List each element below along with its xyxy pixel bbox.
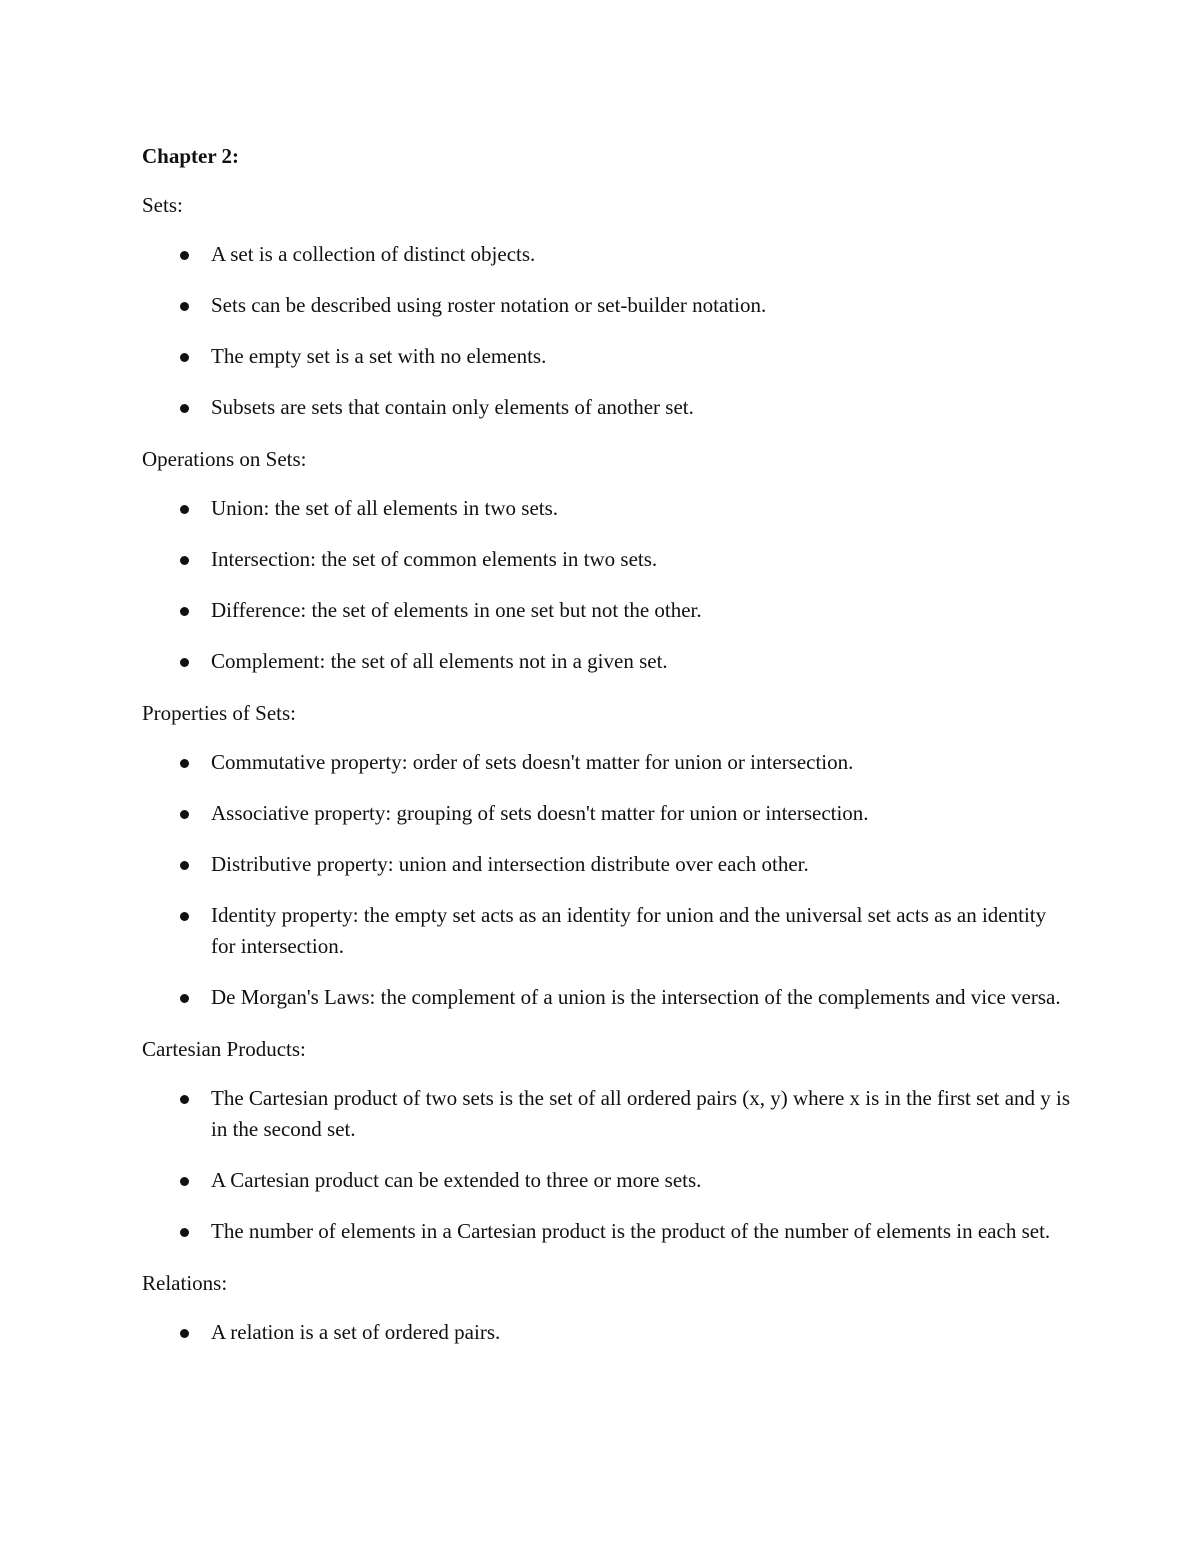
- list-item: [142, 1165, 1072, 1196]
- bullet-icon: [180, 251, 189, 260]
- list-item: [142, 646, 1072, 677]
- list-item-text: Identity property: the empty set acts as an identity for union and the universal set acts as an identity for intersection.: [211, 903, 1047, 958]
- list-item: [142, 1317, 1072, 1348]
- list-item-text: A relation is a set of ordered pairs.: [211, 1320, 501, 1344]
- list-item: [142, 747, 1072, 778]
- list-item: [142, 798, 1072, 829]
- bullet-icon: [180, 912, 189, 921]
- list-item-text: Union: the set of all elements in two sets.: [211, 496, 559, 520]
- list-item-text: A set is a collection of distinct objects.: [211, 242, 536, 266]
- section-heading: Operations on Sets:: [142, 447, 307, 471]
- list-item-text: Difference: the set of elements in one set but not the other.: [211, 598, 702, 622]
- document-page: [142, 140, 1072, 1368]
- bullet-list: [142, 239, 1072, 423]
- list-item: [142, 595, 1072, 626]
- section-heading: Cartesian Products:: [142, 1037, 306, 1061]
- bullet-icon: [180, 994, 189, 1003]
- bullet-icon: [180, 658, 189, 667]
- list-item-text: Complement: the set of all elements not in a given set.: [211, 649, 668, 673]
- section-sets: [142, 189, 1072, 423]
- list-item: [142, 341, 1072, 372]
- list-item: [142, 392, 1072, 423]
- bullet-icon: [180, 759, 189, 768]
- chapter-title: Chapter 2:: [142, 144, 240, 168]
- list-item: [142, 982, 1072, 1013]
- list-item: [142, 493, 1072, 524]
- bullet-icon: [180, 1228, 189, 1237]
- bullet-list: [142, 493, 1072, 677]
- list-item: [142, 544, 1072, 575]
- list-item-text: Commutative property: order of sets doesn't matter for union or intersection.: [211, 750, 854, 774]
- list-item-text: Sets can be described using roster notation or set-builder notation.: [211, 293, 767, 317]
- bullet-icon: [180, 607, 189, 616]
- bullet-icon: [180, 861, 189, 870]
- section-operations-on-sets: [142, 443, 1072, 677]
- list-item-text: The number of elements in a Cartesian product is the product of the number of elements in each set.: [211, 1219, 1051, 1243]
- list-item: [142, 900, 1072, 962]
- list-item-text: Distributive property: union and intersection distribute over each other.: [211, 852, 809, 876]
- list-item-text: Intersection: the set of common elements in two sets.: [211, 547, 658, 571]
- list-item-text: Subsets are sets that contain only elements of another set.: [211, 395, 694, 419]
- bullet-icon: [180, 1095, 189, 1104]
- section-relations: [142, 1267, 1072, 1348]
- list-item: [142, 239, 1072, 270]
- bullet-list: [142, 1317, 1072, 1348]
- list-item: [142, 1083, 1072, 1145]
- bullet-icon: [180, 353, 189, 362]
- list-item: [142, 290, 1072, 321]
- list-item: [142, 1216, 1072, 1247]
- section-heading: Relations:: [142, 1271, 228, 1295]
- list-item-text: Associative property: grouping of sets doesn't matter for union or intersection.: [211, 801, 869, 825]
- section-properties-of-sets: [142, 697, 1072, 1013]
- section-heading: Sets:: [142, 193, 183, 217]
- list-item-text: The empty set is a set with no elements.: [211, 344, 547, 368]
- bullet-list: [142, 1083, 1072, 1247]
- bullet-icon: [180, 404, 189, 413]
- list-item-text: A Cartesian product can be extended to three or more sets.: [211, 1168, 702, 1192]
- bullet-icon: [180, 1329, 189, 1338]
- list-item-text: The Cartesian product of two sets is the set of all ordered pairs (x, y) where x is in the first set and y is in the second set.: [211, 1086, 1071, 1141]
- bullet-icon: [180, 302, 189, 311]
- bullet-icon: [180, 1177, 189, 1186]
- bullet-icon: [180, 810, 189, 819]
- section-heading: Properties of Sets:: [142, 701, 296, 725]
- bullet-icon: [180, 505, 189, 514]
- list-item: [142, 849, 1072, 880]
- bullet-icon: [180, 556, 189, 565]
- bullet-list: [142, 747, 1072, 1013]
- list-item-text: De Morgan's Laws: the complement of a union is the intersection of the complements and vice versa.: [211, 985, 1061, 1009]
- section-cartesian-products: [142, 1033, 1072, 1247]
